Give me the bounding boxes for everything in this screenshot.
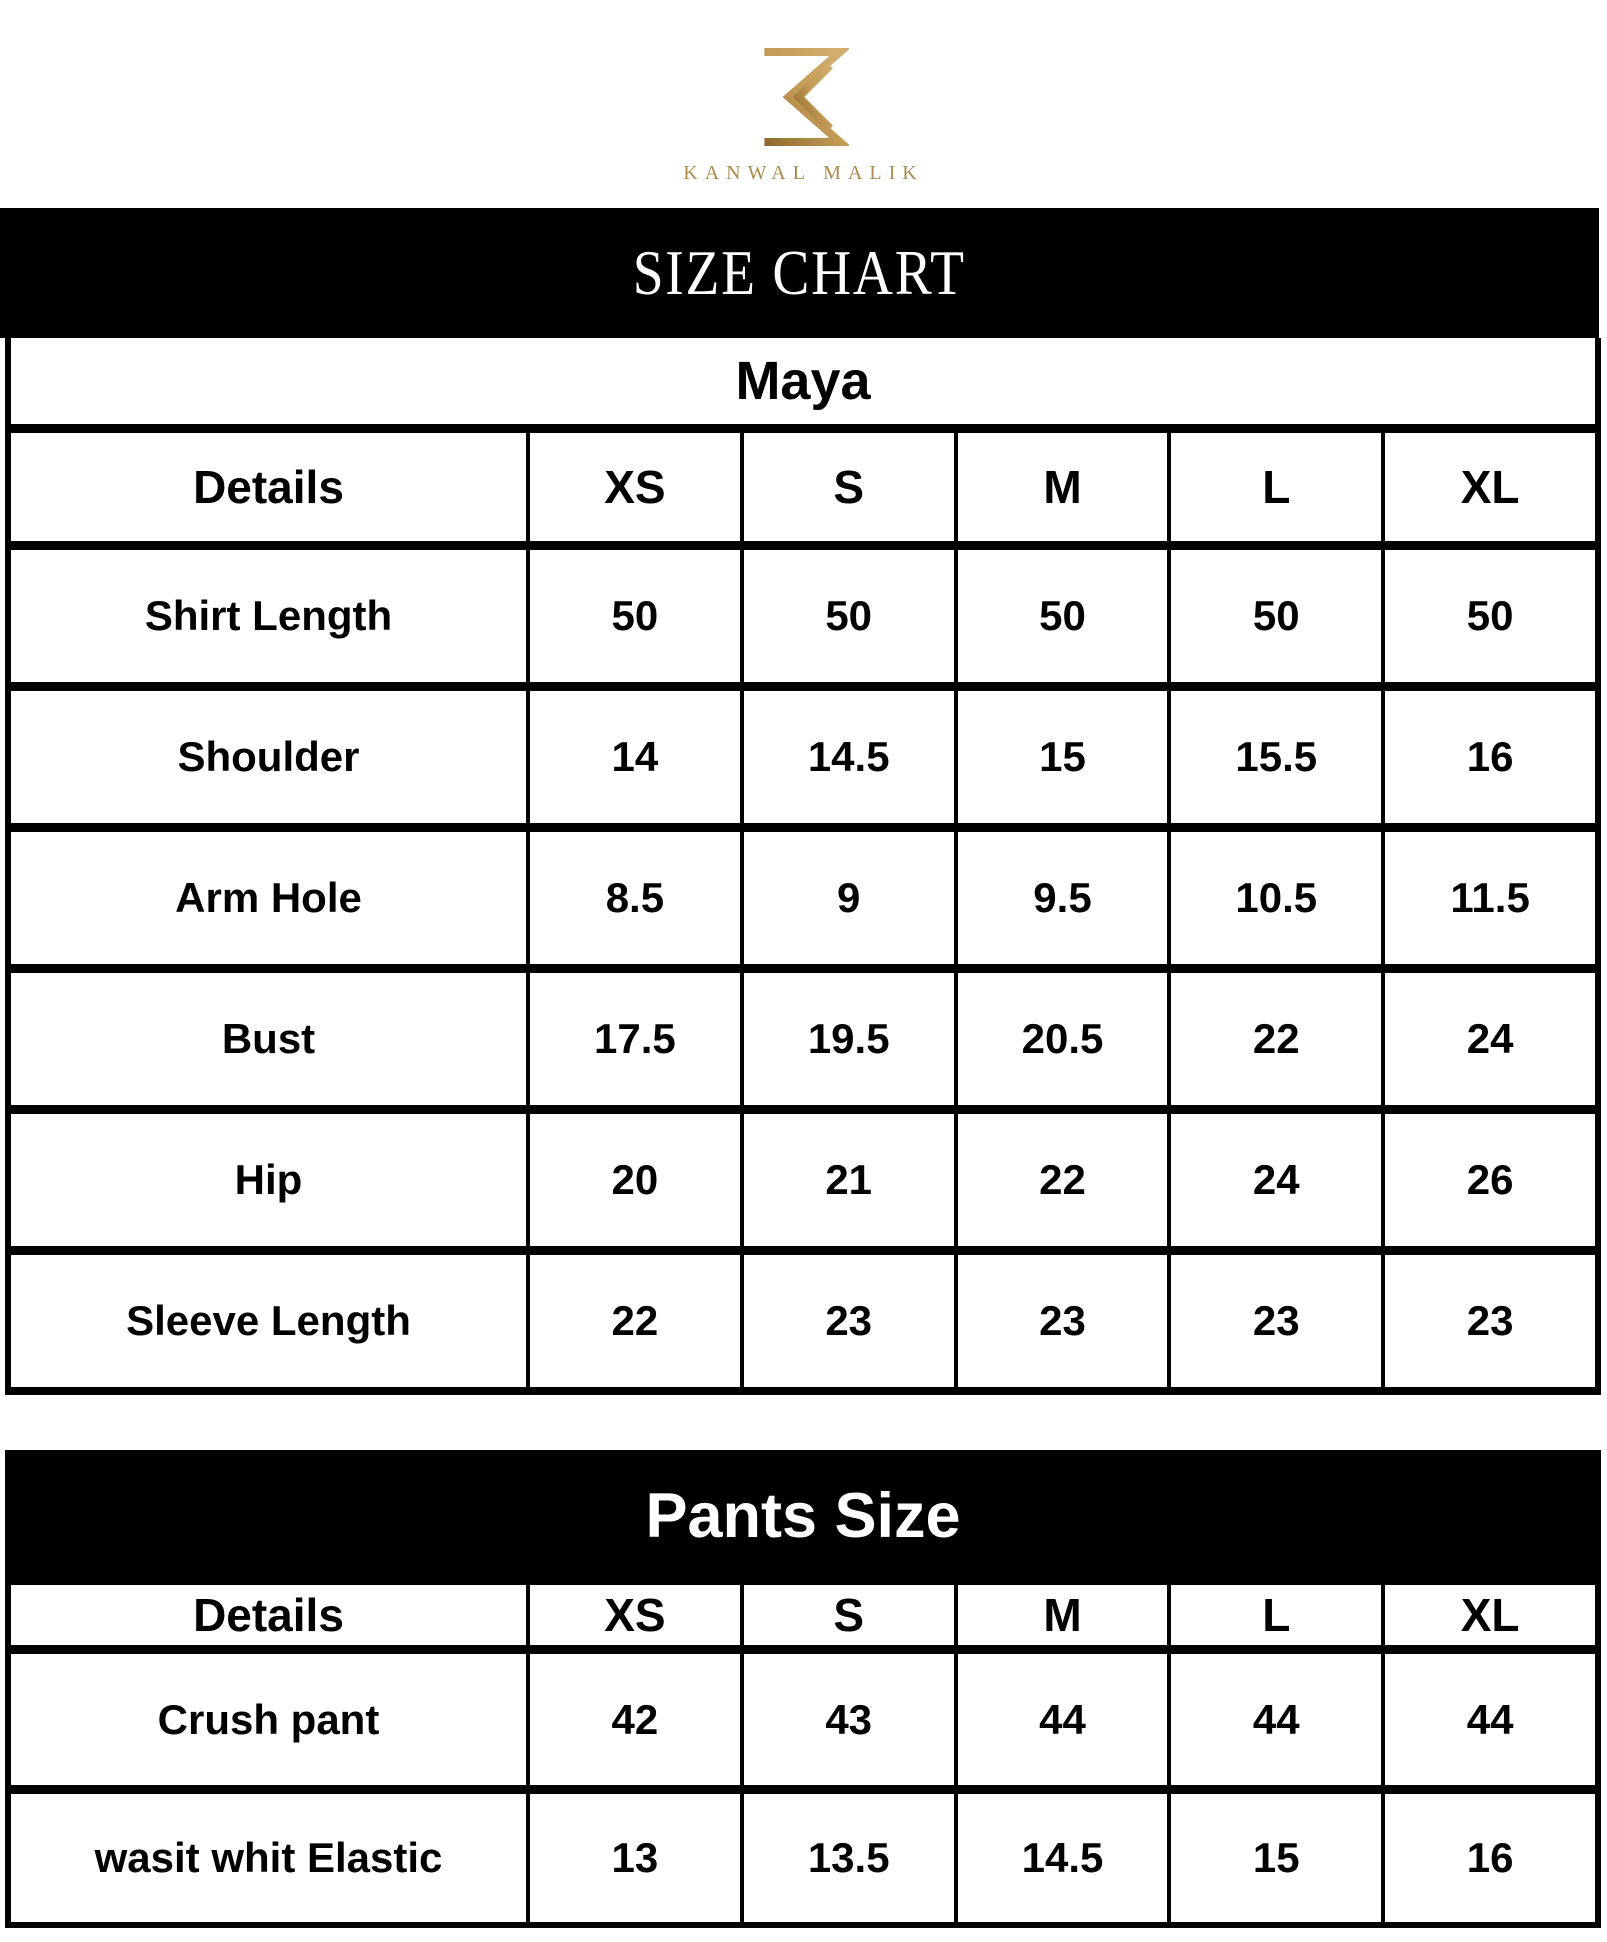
size-chart-banner <box>0 208 1599 338</box>
size-value-cell: 15 <box>958 691 1168 823</box>
row-label-sleeve-length: Sleeve Length <box>11 1255 526 1387</box>
pants-size-banner <box>11 1456 1595 1576</box>
size-value-cell: 23 <box>1171 1255 1381 1387</box>
pants-column-header-xl: XL <box>1385 1585 1595 1645</box>
size-value-cell: 15 <box>1171 1794 1381 1922</box>
column-header-m: M <box>958 433 1168 541</box>
size-value-cell: 14.5 <box>958 1794 1168 1922</box>
brand-name: KANWAL MALIK <box>683 162 924 184</box>
column-header-s: S <box>744 433 954 541</box>
product-name: Maya <box>735 351 871 411</box>
size-value-cell: 44 <box>1385 1654 1595 1785</box>
pants-size-table <box>5 1450 1601 1928</box>
size-value-cell: 24 <box>1171 1114 1381 1246</box>
size-value-cell: 21 <box>744 1114 954 1246</box>
size-chart-title: SIZE CHART <box>632 237 967 308</box>
section-gap <box>0 1395 1607 1450</box>
row-label-shirt-length: Shirt Length <box>11 550 526 682</box>
column-header-details: Details <box>11 433 526 541</box>
row-label-waist-with-elastic: wasit whit Elastic <box>11 1794 526 1922</box>
size-value-cell: 42 <box>530 1654 740 1785</box>
size-value-cell: 20.5 <box>958 973 1168 1105</box>
size-value-cell: 44 <box>1171 1654 1381 1785</box>
size-value-cell: 20 <box>530 1114 740 1246</box>
row-label-shoulder: Shoulder <box>11 691 526 823</box>
size-value-cell: 14.5 <box>744 691 954 823</box>
size-value-cell: 11.5 <box>1385 832 1595 964</box>
column-header-xs: XS <box>530 433 740 541</box>
row-label-bust: Bust <box>11 973 526 1105</box>
size-value-cell: 23 <box>1385 1255 1595 1387</box>
size-value-cell: 22 <box>1171 973 1381 1105</box>
size-value-cell: 50 <box>958 550 1168 682</box>
size-value-cell: 15.5 <box>1171 691 1381 823</box>
size-value-cell: 23 <box>958 1255 1168 1387</box>
size-value-cell: 16 <box>1385 1794 1595 1922</box>
size-value-cell: 13 <box>530 1794 740 1922</box>
size-value-cell: 44 <box>958 1654 1168 1785</box>
size-value-cell: 24 <box>1385 973 1595 1105</box>
pants-column-header-s: S <box>744 1585 954 1645</box>
size-value-cell: 16 <box>1385 691 1595 823</box>
product-name-row <box>11 338 1595 424</box>
size-value-cell: 9.5 <box>958 832 1168 964</box>
pants-column-header-xs: XS <box>530 1585 740 1645</box>
column-header-l: L <box>1171 433 1381 541</box>
size-value-cell: 50 <box>1171 550 1381 682</box>
size-value-cell: 8.5 <box>530 832 740 964</box>
size-value-cell: 14 <box>530 691 740 823</box>
pants-column-header-details: Details <box>11 1585 526 1645</box>
row-label-crush-pant: Crush pant <box>11 1654 526 1785</box>
size-value-cell: 26 <box>1385 1114 1595 1246</box>
brand-header <box>0 0 1607 208</box>
size-value-cell: 9 <box>744 832 954 964</box>
pants-column-header-l: L <box>1171 1585 1381 1645</box>
size-value-cell: 50 <box>1385 550 1595 682</box>
size-value-cell: 13.5 <box>744 1794 954 1922</box>
row-label-hip: Hip <box>11 1114 526 1246</box>
row-label-arm-hole: Arm Hole <box>11 832 526 964</box>
column-header-xl: XL <box>1385 433 1595 541</box>
pants-size-title: Pants Size <box>645 1481 961 1551</box>
size-value-cell: 22 <box>530 1255 740 1387</box>
size-value-cell: 10.5 <box>1171 832 1381 964</box>
size-value-cell: 50 <box>744 550 954 682</box>
size-value-cell: 17.5 <box>530 973 740 1105</box>
pants-column-header-m: M <box>958 1585 1168 1645</box>
size-value-cell: 19.5 <box>744 973 954 1105</box>
shirt-size-table <box>5 338 1601 1395</box>
size-value-cell: 50 <box>530 550 740 682</box>
size-value-cell: 23 <box>744 1255 954 1387</box>
kanwal-malik-logo-icon <box>759 42 849 152</box>
size-value-cell: 43 <box>744 1654 954 1785</box>
size-value-cell: 22 <box>958 1114 1168 1246</box>
